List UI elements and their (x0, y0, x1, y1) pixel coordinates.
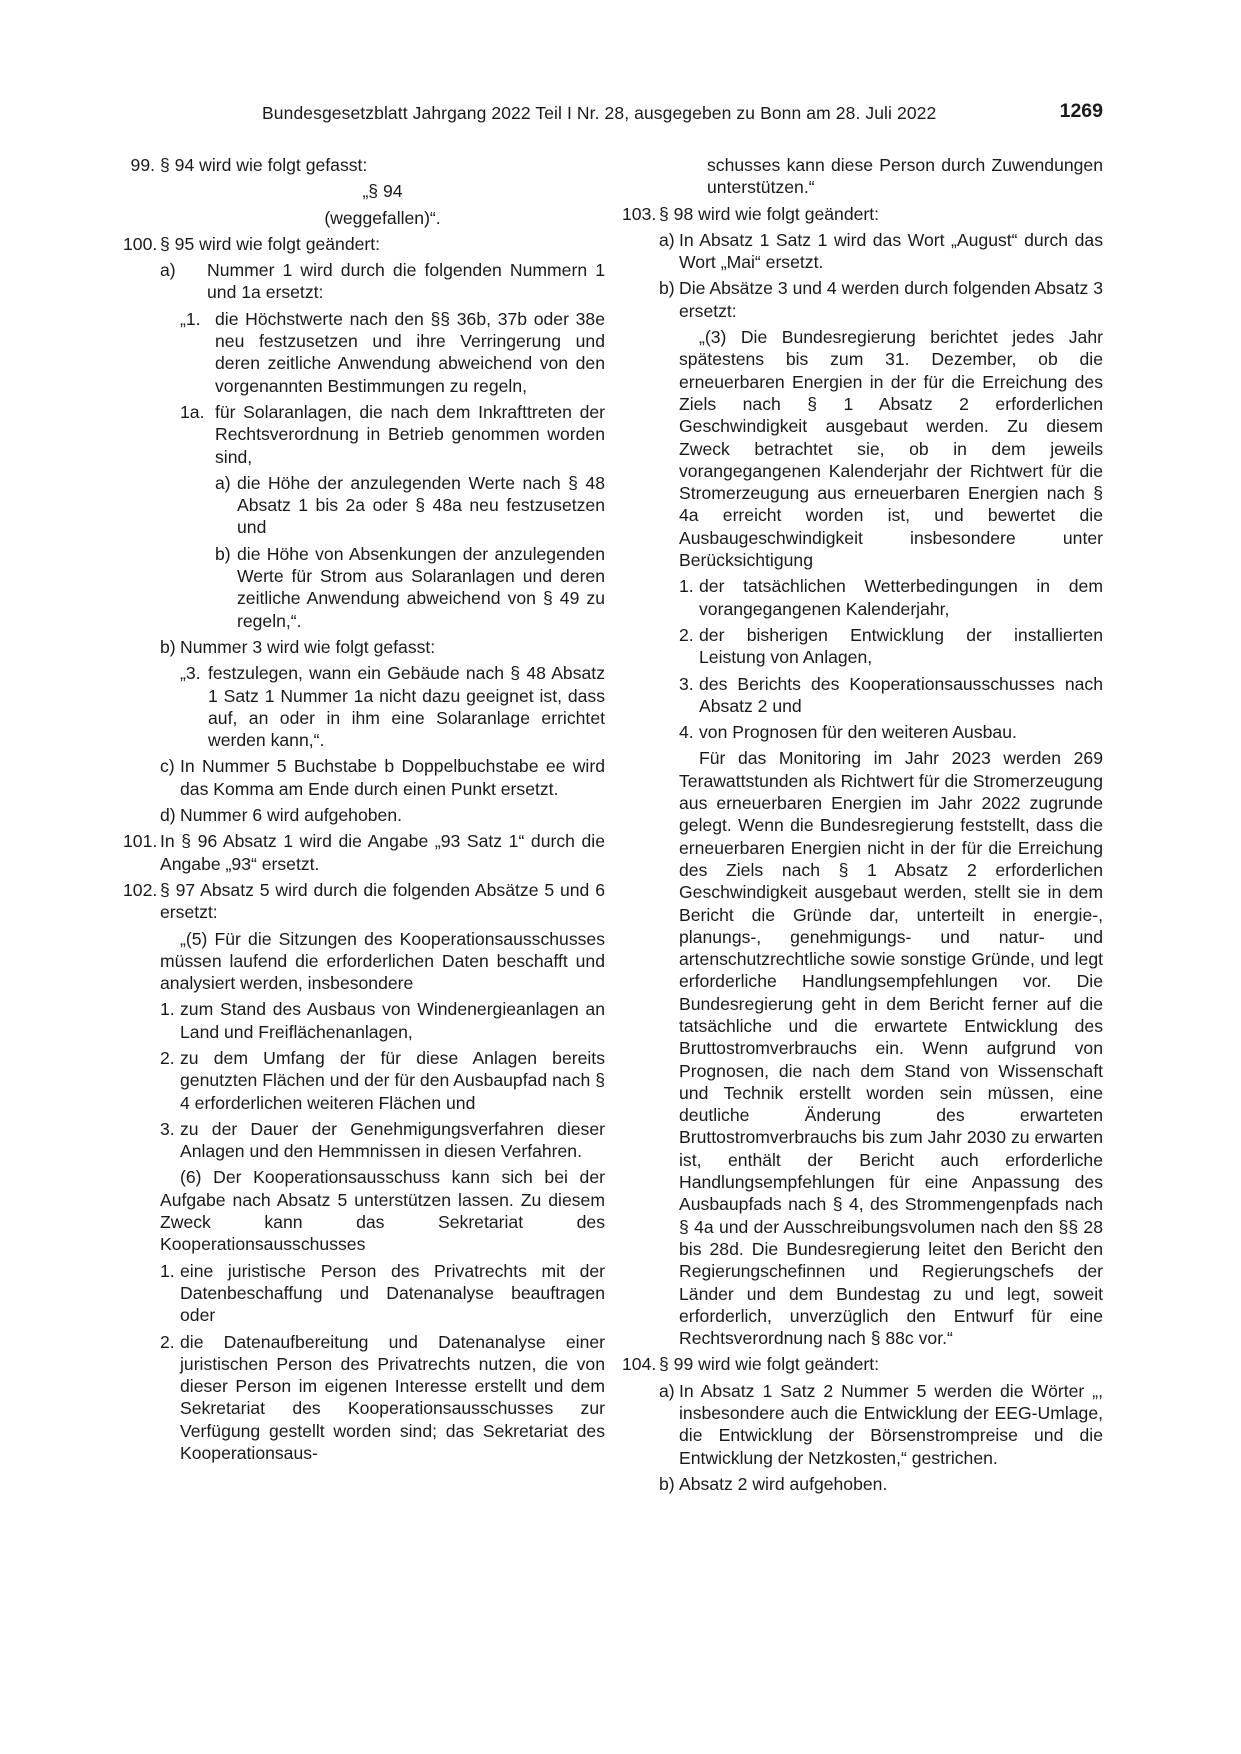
item-text: Absatz 2 wird aufgehoben. (679, 1473, 888, 1494)
item-text: Nummer 1 wird durch die folgenden Nummern 1 und 1a ersetzt: (207, 260, 605, 303)
item-100-b-3 (180, 662, 605, 751)
item-number: 99. (130, 155, 155, 175)
item-text: die Höchstwerte nach den §§ 36b, 37b oder 38e neu festzusetzen und ihre Verringerung und deren zeitliche Anwendung abweichend von den vorgenannten Bestimmungen zu regeln, (215, 308, 605, 396)
item-text: die Höhe von Absenkungen der anzulegenden Werte für Strom aus Solaranlagen und deren zeitliche Anwendung abweichend von § 49 zu regeln,“. (237, 543, 605, 631)
item-text: Die Absätze 3 und 4 werden durch folgenden Absatz 3 ersetzt: (679, 278, 1103, 321)
item-103 (622, 203, 1103, 225)
item-number: 1a. (180, 401, 205, 422)
item-103-k2 (679, 624, 1103, 669)
item-text: § 95 wird wie folgt geändert: (160, 233, 381, 254)
item-number: 3. (160, 1118, 175, 1139)
item-text: von Prognosen für den weiteren Ausbau. (699, 722, 1017, 743)
item-number: 1. (160, 999, 175, 1020)
item-101 (123, 830, 605, 875)
item-number: 101. (123, 831, 158, 852)
item-text: die Datenaufbereitung und Datenanalyse einer juristischen Person des Privatrechts nutzen, die von dieser Person im eigenen Interesse erstellt und dem Sekretariat des Kooperationsausschusses zur Verfügung gestellt worden sind; das Sekretariat des Kooperationsaus- (180, 1331, 605, 1464)
left-column (123, 154, 605, 1468)
item-letter: b) (215, 543, 231, 564)
item-text: In § 96 Absatz 1 wird die Angabe „93 Satz 1“ durch die Angabe „93“ ersetzt. (160, 831, 605, 874)
paragraph-6: (6) Der Kooperationsausschuss kann sich bei der Aufgabe nach Absatz 5 unterstützen lassen. Zu diesem Zweck kann das Sekretariat des Kooperationsausschusses (160, 1167, 605, 1255)
item-number: 104. (622, 1354, 657, 1375)
item-text: die Höhe der anzulegenden Werte nach § 48 Absatz 1 bis 2a oder § 48a neu festzusetzen und (237, 472, 605, 538)
paragraph-3: „(3) Die Bundesregierung berichtet jedes Jahr spätestens bis zum 31. Dezember, ob die erneuerbaren Energien in der für die Erreichung des Ziels nach § 1 Absatz 2 erforderlichen Geschwindigkeit ausgebaut werden. Zu diesem Zweck betrachtet sie, ob in dem jeweils vorangegangenen Kalenderjahr der Richtwert für die Stromerzeugung aus erneuerbaren Energien nach § 4a erreicht worden ist, und bewertet die Ausbaugeschwindigkeit insbesondere unter Berücksichtigung (679, 327, 1103, 571)
item-103-k3 (679, 673, 1103, 718)
header-text: Bundesgesetzblatt Jahrgang 2022 Teil I Nr. 28, ausgegeben zu Bonn am 28. Juli 2022 (262, 103, 937, 123)
right-column (622, 154, 1103, 1499)
item-100-b (160, 636, 605, 658)
item-text: Nummer 3 wird wie folgt gefasst: (180, 636, 436, 657)
item-100-d (160, 804, 605, 826)
paragraph-5: „(5) Für die Sitzungen des Kooperationsausschusses müssen laufend die erforderlichen Daten beschafft und analysiert werden, insbesondere (160, 928, 605, 994)
item-letter: a) (160, 260, 176, 281)
item-100-c (160, 755, 605, 800)
item-99 (130, 154, 605, 176)
item-100-a-1a-a (215, 472, 605, 539)
item-text: zum Stand des Ausbaus von Windenergieanlagen an Land und Freiflächenanlagen, (180, 999, 605, 1042)
item-text: der bisherigen Entwicklung der installierten Leistung von Anlagen, (699, 624, 1103, 668)
item-text: In Nummer 5 Buchstabe b Doppelbuchstabe ee wird das Komma am Ende durch einen Punkt ersetzt. (180, 756, 605, 799)
item-102 (123, 879, 605, 924)
item-102-3 (160, 1118, 605, 1163)
item-letter: a) (659, 229, 675, 250)
item-text: des Berichts des Kooperationsausschusses nach Absatz 2 und (699, 673, 1103, 716)
item-text: In Absatz 1 Satz 1 wird das Wort „August“ durch das Wort „Mai“ ersetzt. (679, 229, 1103, 273)
item-number: „1. (180, 308, 201, 329)
item-letter: b) (659, 1473, 675, 1494)
item-100-a-1a (180, 401, 605, 468)
item-letter: c) (160, 756, 175, 777)
item-number: 100. (123, 233, 158, 254)
item-103-b (659, 277, 1103, 322)
item-102-2 (160, 1047, 605, 1114)
item-number: 2. (160, 1331, 175, 1352)
item-100-a-1 (180, 308, 605, 397)
monitoring-paragraph: Für das Monitoring im Jahr 2023 werden 269 Terawattstunden als Richtwert für die Stromerzeugung aus erneuerbaren Energien im Jahr 2022 zugrunde gelegt. Wenn die Bundesregierung feststellt, dass die erneuerbaren Energien nicht in der für die Erreichung des Ziels nach § 1 Absatz 2 erforderlichen Geschwindigkeit ausgebaut werden, stellt sie in dem Bericht die Gründe dar, unterteilt in energie-, planungs-, genehmigungs- und natur- und artenschutzrechtliche sowie sonstige Gründe, und legt erforderliche Handlungsempfehlungen vor. Die Bundesregierung geht in dem Bericht ferner auf die tatsächliche und die erwartete Entwicklung des Bruttostromverbrauchs ein. Wenn aufgrund von Prognosen, die nach dem Stand von Wissenschaft und Technik erstellt worden sein müssen, eine deutliche Änderung des erwarteten Bruttostromverbrauchs bis zum Jahr 2030 zu erwarten ist, enthält der Bericht auch erforderliche Handlungsempfehlungen für eine Anpassung des Ausbaupfads nach § 4, des Strommengenpfads nach § 4a und der Ausschreibungsvolumen nach den §§ 28 bis 28d. Die Bundesregierung leitet den Bericht den Regierungschefinnen und Regierungschefs der Länder und dem Bundestag zu und legt, soweit erforderlich, unverzüglich den Entwurf für eine Rechtsverordnung nach § 88c vor.“ (679, 748, 1103, 1349)
item-number: 1. (679, 576, 694, 597)
item-text: § 97 Absatz 5 wird durch die folgenden Absätze 5 und 6 ersetzt: (160, 879, 605, 923)
item-102-1 (160, 998, 605, 1043)
continuation-text: schusses kann diese Person durch Zuwendungen unterstützen.“ (707, 155, 1103, 198)
item-number: 3. (679, 673, 694, 694)
item-103-k1 (679, 575, 1103, 620)
item-text: zu dem Umfang der für diese Anlagen bereits genutzten Flächen und der für den Ausbaupfad nach § 4 erforderlichen weiteren Flächen und (180, 1047, 605, 1113)
item-number: 4. (679, 722, 694, 743)
item-102-j2 (160, 1331, 605, 1465)
item-number: „3. (180, 663, 201, 684)
item-text: zu der Dauer der Genehmigungsverfahren dieser Anlagen und den Hemmnissen in diesen Verfahren. (180, 1118, 605, 1162)
item-letter: b) (160, 636, 176, 657)
item-text: § 99 wird wie folgt geändert: (659, 1354, 880, 1375)
item-text: festzulegen, wann ein Gebäude nach § 48 Absatz 1 Satz 1 Nummer 1a nicht dazu geeignet ist, dass auf, an oder in ihm eine Solaranlage errichtet werden kann,“. (208, 663, 605, 751)
item-100-a-1a-b (215, 543, 605, 632)
item-104-a (659, 1380, 1103, 1469)
item-text: § 98 wird wie folgt geändert: (659, 203, 880, 224)
item-text: für Solaranlagen, die nach dem Inkrafttreten der Rechtsverordnung in Betrieb genommen worden sind, (215, 401, 605, 467)
page-header (262, 100, 1103, 130)
item-100 (123, 233, 605, 255)
item-103-k4 (679, 721, 1103, 743)
item-103-a (659, 229, 1103, 274)
item-text: eine juristische Person des Privatrechts mit der Datenbeschaffung und Datenanalyse beauftragen oder (180, 1260, 605, 1326)
item-number: 1. (160, 1260, 175, 1281)
page-number: 1269 (1059, 100, 1103, 122)
item-text: der tatsächlichen Wetterbedingungen in dem vorangegangenen Kalenderjahr, (699, 576, 1103, 619)
item-text: § 94 wird wie folgt gefasst: (160, 155, 368, 175)
item-number: 2. (679, 624, 694, 645)
item-number: 103. (622, 203, 657, 224)
item-100-a (160, 259, 605, 304)
item-102-j1 (160, 1260, 605, 1327)
item-letter: b) (659, 278, 675, 299)
quote-text: (weggefallen)“. (324, 207, 441, 228)
item-letter: d) (160, 805, 176, 826)
item-text: Nummer 6 wird aufgehoben. (180, 805, 402, 826)
item-letter: a) (215, 472, 231, 493)
item-104 (622, 1353, 1103, 1375)
quote-heading: „§ 94 (362, 181, 403, 202)
item-number: 102. (123, 879, 158, 900)
item-letter: a) (659, 1380, 675, 1401)
item-number: 2. (160, 1047, 175, 1068)
item-104-b (659, 1473, 1103, 1495)
item-text: In Absatz 1 Satz 2 Nummer 5 werden die Wörter „, insbesondere auch die Entwicklung der EEG-Umlage, die Entwicklung der Börsenstrompreise und die Entwicklung der Netzkosten,“ gestrichen. (679, 1380, 1103, 1468)
